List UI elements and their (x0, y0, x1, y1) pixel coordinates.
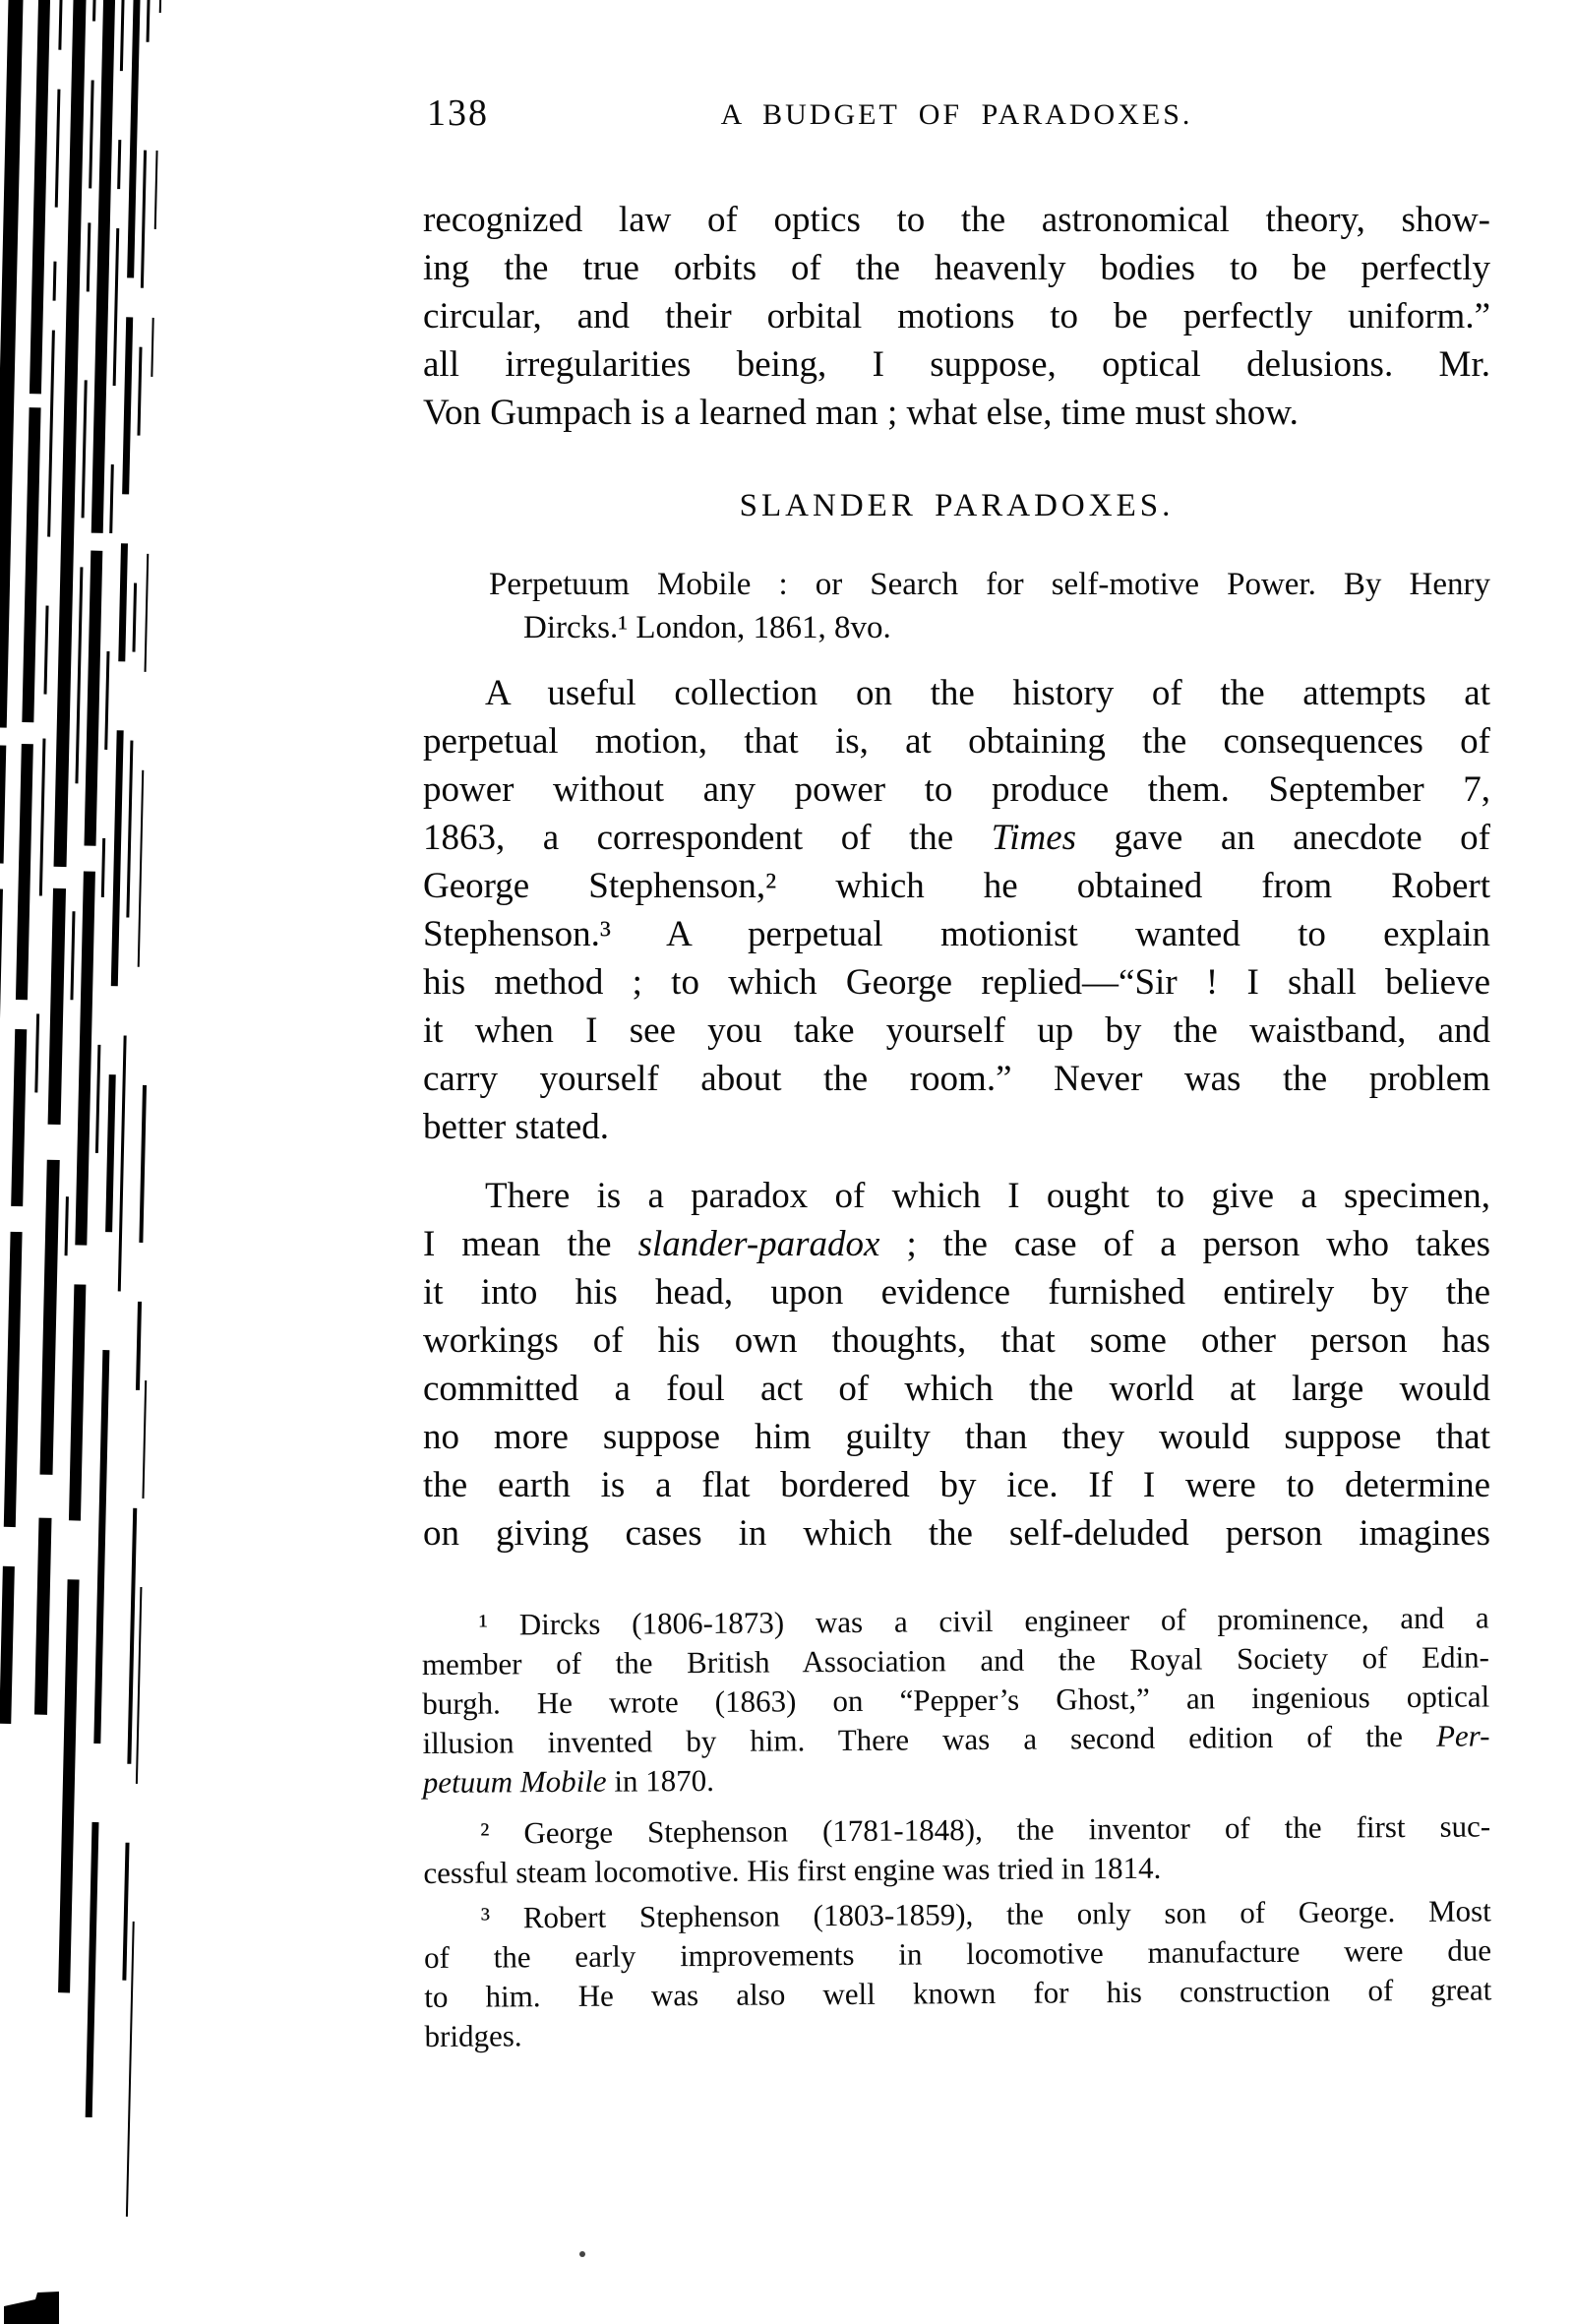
body-text-line: on giving cases in which the self-deluded person imagines (423, 1513, 1490, 1554)
body-text-line: Stephenson.³ A perpetual motionist wanted to explain (423, 914, 1490, 954)
body-text-line: no more suppose him guilty than they would suppose that (423, 1417, 1490, 1457)
body-text-line: better stated. (423, 1107, 610, 1147)
footnote-line: ² George Stephenson (1781-1848), the inventor of the first suc- (480, 1808, 1491, 1851)
paragraph-2 (423, 669, 1490, 1151)
footnote-line: to him. He was also well known for his construction of great (424, 1972, 1492, 2014)
body-text-line: committed a foul act of which the world at large would (423, 1369, 1490, 1409)
footnote-line: ¹ Dircks (1806-1873) was a civil engineer of prominence, and a (478, 1600, 1489, 1642)
body-text-line: workings of his own thoughts, that some other person has (423, 1320, 1490, 1361)
body-text-line: 1863, a correspondent of the Times gave an anecdote of (423, 818, 1490, 858)
body-text-line: his method ; to which George replied—“Sir ! I shall believe (423, 962, 1490, 1003)
footnote-line: burgh. He wrote (1863) on “Pepper’s Ghost,” an ingenious optical (422, 1679, 1490, 1722)
paragraph-1 (423, 196, 1490, 437)
body-text-line: carry yourself about the room.” Never was the problem (423, 1059, 1490, 1099)
footnote-2 (423, 1806, 1491, 1893)
body-text-line: all irregularities being, I suppose, optical delusions. Mr. (423, 344, 1490, 385)
bibliography-line: Dircks.¹ London, 1861, 8vo. (523, 610, 891, 645)
body-text-line: power without any power to produce them. September 7, (423, 769, 1490, 810)
body-text-line: the earth is a flat bordered by ice. If I were to determine (423, 1465, 1490, 1505)
bibliography-line: Perpetuum Mobile : or Search for self-motive Power. By Henry (489, 567, 1490, 602)
footnote-line: member of the British Association and the Royal Society of Edin- (421, 1639, 1490, 1682)
footnote-3 (424, 1891, 1492, 2056)
page-number: 138 (427, 92, 489, 134)
paragraph-3 (423, 1172, 1490, 1558)
body-text-line: I mean the slander-paradox ; the case of a person who takes (423, 1224, 1490, 1264)
body-text-line: it into his head, upon evidence furnished entirely by the (423, 1272, 1490, 1313)
body-text-line: A useful collection on the history of the attempts at (485, 673, 1490, 713)
body-text-line: it when I see you take yourself up by the waistband, and (423, 1010, 1490, 1051)
footnote-line: of the early improvements in locomotive manufacture were due (423, 1932, 1492, 1975)
body-text-line: Von Gumpach is a learned man ; what else, time must show. (423, 393, 1299, 433)
body-text-line: There is a paradox of which I ought to give a specimen, (485, 1176, 1490, 1216)
running-title: A BUDGET OF PARADOXES. (720, 98, 1193, 131)
footnote-1 (422, 1598, 1490, 1803)
section-heading: SLANDER PARADOXES. (739, 488, 1175, 523)
body-text-line: perpetual motion, that is, at obtaining the consequences of (423, 721, 1490, 762)
body-text-line: recognized law of optics to the astronomical theory, show- (423, 200, 1490, 240)
body-text-line: ing the true orbits of the heavenly bodies to be perfectly (423, 248, 1490, 288)
footnote-line: petuum Mobile in 1870. (422, 1762, 715, 1801)
footnote-line: bridges. (424, 2018, 522, 2053)
footnote-line: illusion invented by him. There was a second edition of the Per- (422, 1718, 1490, 1761)
body-text-line: circular, and their orbital motions to be perfectly uniform.” (423, 296, 1490, 336)
body-text-line: George Stephenson,² which he obtained from Robert (423, 866, 1490, 906)
bibliography-entry (423, 563, 1490, 649)
footnote-line: ³ Robert Stephenson (1803-1859), the only son of George. Most (480, 1893, 1491, 1935)
footnote-line: cessful steam locomotive. His first engine was tried in 1814. (423, 1850, 1162, 1890)
